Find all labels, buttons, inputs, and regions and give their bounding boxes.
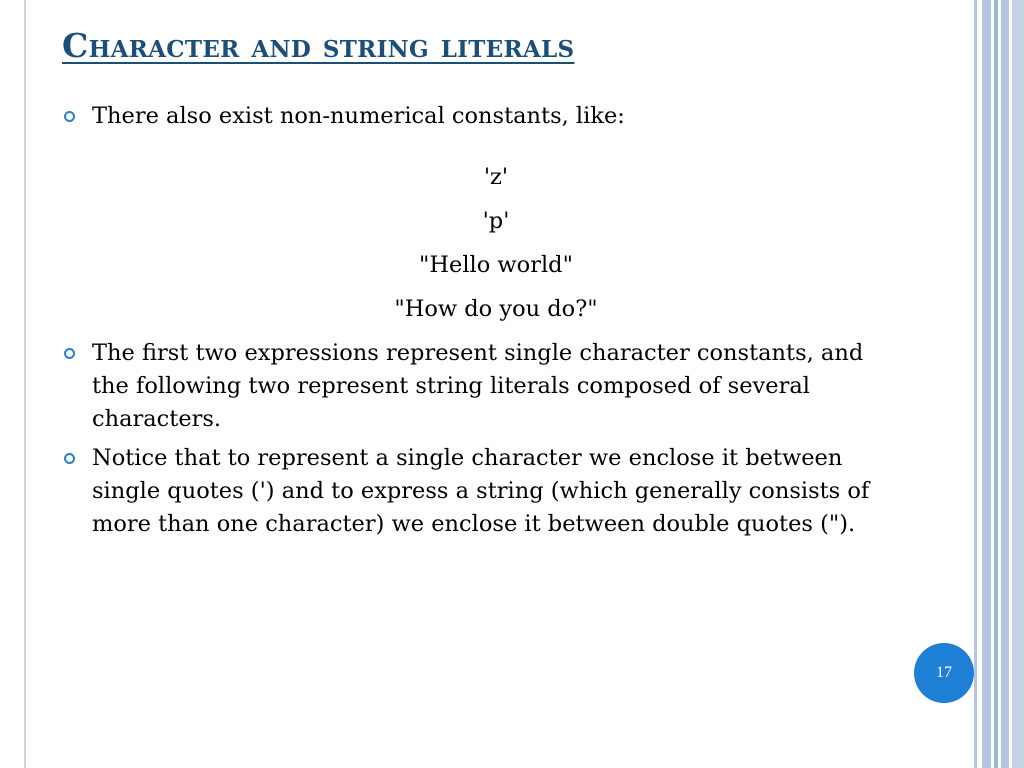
bullet-item xyxy=(60,100,900,133)
right-decorative-bars xyxy=(974,0,1024,768)
example-literal: 'p' xyxy=(482,208,510,234)
example-literal: "How do you do?" xyxy=(394,296,598,322)
slide-content xyxy=(60,100,900,541)
bullet-circle-icon xyxy=(64,453,75,464)
bullet-item xyxy=(60,337,900,436)
bullet-text: Notice that to represent a single character we enclose it between single quotes (') and to express a string (which generally consists of more than one character) we enclose it between double quotes ("). xyxy=(92,445,870,537)
decor-bar xyxy=(994,0,998,768)
bullet-circle-icon xyxy=(64,348,75,359)
decor-bar xyxy=(974,0,977,768)
page-number-badge: 17 xyxy=(914,643,974,703)
left-border-line xyxy=(24,0,26,768)
decor-bar xyxy=(982,0,991,768)
bullet-item xyxy=(60,442,900,541)
bullet-circle-icon xyxy=(64,111,75,122)
bullet-text: The first two expressions represent single character constants, and the following two represent string literals composed of several characters. xyxy=(92,340,864,432)
decor-bar xyxy=(1001,0,1009,768)
literal-examples xyxy=(60,155,900,331)
slide-title: Character and string literals xyxy=(62,26,575,65)
decor-bar xyxy=(1012,0,1024,768)
bullet-text: There also exist non-numerical constants, like: xyxy=(92,103,625,129)
example-literal: "Hello world" xyxy=(419,252,573,278)
example-literal: 'z' xyxy=(483,164,509,190)
